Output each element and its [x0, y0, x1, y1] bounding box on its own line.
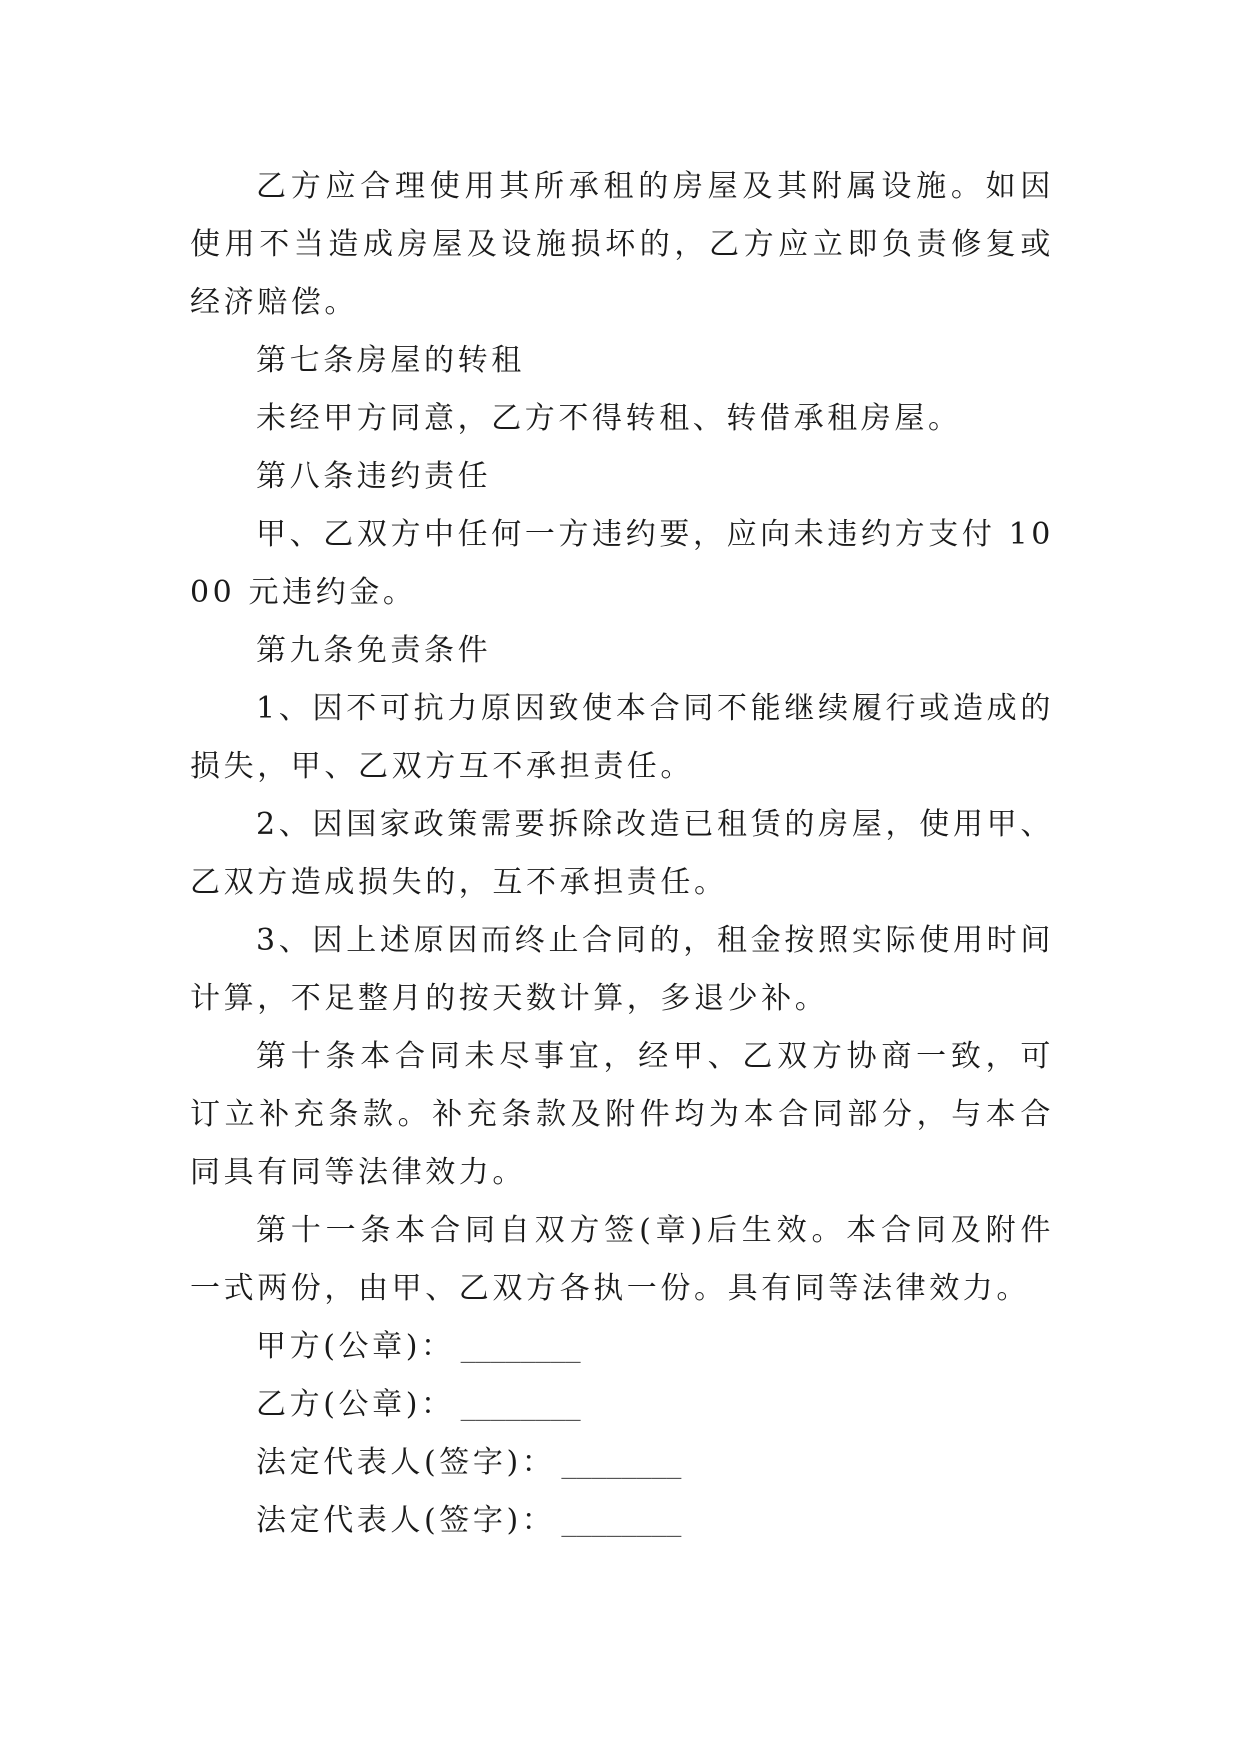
signature-party-a	[190, 1318, 1054, 1376]
signature-rep-b-blank[interactable]: ________	[561, 1503, 682, 1538]
signature-rep-a-blank[interactable]: ________	[561, 1445, 682, 1480]
signature-rep-b-label: 法定代表人(签字)：	[256, 1503, 556, 1538]
article-8-heading: 第八条违约责任	[256, 459, 492, 494]
paragraph-article-11: 第十一条本合同自双方签(章)后生效。本合同及附件一式两份，由甲、乙双方各执一份。具有同等法律效力。	[190, 1213, 1054, 1306]
paragraph-article-10: 第十条本合同未尽事宜，经甲、乙双方协商一致，可订立补充条款。补充条款及附件均为本合同部分，与本合同具有同等法律效力。	[190, 1039, 1054, 1190]
signature-party-b	[190, 1376, 1054, 1434]
paragraph-exemption-1: 1、因不可抗力原因致使本合同不能继续履行或造成的损失，甲、乙双方互不承担责任。	[190, 691, 1054, 784]
paragraph-exemption-2: 2、因国家政策需要拆除改造已租赁的房屋，使用甲、乙双方造成损失的，互不承担责任。	[190, 807, 1054, 900]
signature-rep-a-label: 法定代表人(签字)：	[256, 1445, 556, 1480]
signature-party-a-blank[interactable]: ________	[460, 1329, 581, 1364]
signature-party-a-label: 甲方(公章)：	[256, 1329, 455, 1364]
article-9-heading: 第九条免责条件	[256, 633, 492, 668]
contract-page	[190, 158, 1054, 1550]
signature-rep-a	[190, 1434, 1054, 1492]
paragraph-maintenance: 乙方应合理使用其所承租的房屋及其附属设施。如因使用不当造成房屋及设施损坏的，乙方应立即负责修复或经济赔偿。	[190, 169, 1054, 320]
signature-rep-b	[190, 1492, 1054, 1550]
signature-party-b-label: 乙方(公章)：	[256, 1387, 455, 1422]
paragraph-sublease: 未经甲方同意，乙方不得转租、转借承租房屋。	[256, 401, 962, 436]
paragraph-breach: 甲、乙双方中任何一方违约要，应向未违约方支付 1000 元违约金。	[190, 517, 1054, 610]
article-7-heading: 第七条房屋的转租	[256, 343, 525, 378]
paragraph-exemption-3: 3、因上述原因而终止合同的，租金按照实际使用时间计算，不足整月的按天数计算，多退少补。	[190, 923, 1054, 1016]
signature-party-b-blank[interactable]: ________	[460, 1387, 581, 1422]
